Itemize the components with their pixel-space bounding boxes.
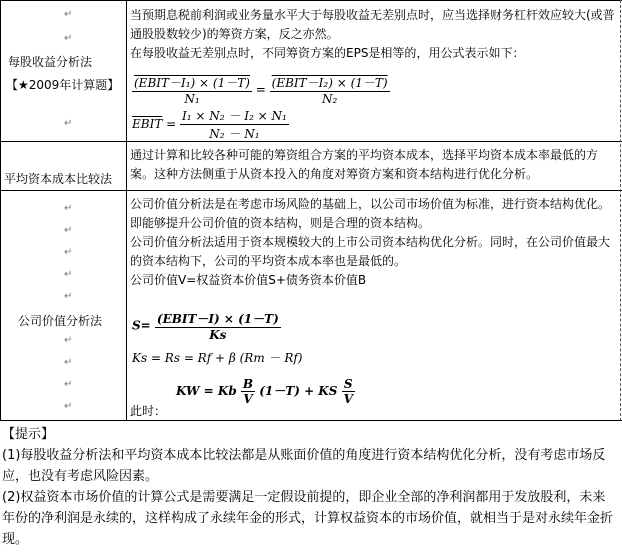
formula-left: EBIT <box>132 117 163 131</box>
formula-numerator: S <box>342 377 355 392</box>
wacc-description <box>130 146 618 184</box>
row-divider <box>0 141 622 142</box>
tip-item: (1)每股收益分析法和平均资本成本比较法都是从账面价值的角度进行资本结构优化分析，没有考虑市场反应，也没有考虑风险因素。 <box>2 448 606 484</box>
capm-formula: Ks = Rs = Rf + β (Rm － Rf) <box>132 351 303 365</box>
paragraph-mark: ↵ <box>64 401 73 412</box>
table-bottom-border <box>0 420 622 421</box>
formula-prefix: 此时： <box>130 404 167 418</box>
firm-value-description <box>130 195 618 290</box>
tips-title: 【提示】 <box>2 427 55 442</box>
paragraph-mark: ↵ <box>64 291 73 302</box>
formula-numerator: B <box>242 377 254 391</box>
exam-tag: 【★2009年计算题】 <box>6 78 120 92</box>
formula-left: S= <box>132 318 151 333</box>
table-left-border <box>0 0 1 421</box>
method-label-wacc: 平均资本成本比较法 <box>4 172 113 186</box>
equals-sign: = <box>166 117 177 131</box>
paragraph-mark: ↵ <box>64 379 73 390</box>
formula-numerator: (EBIT－I) × (1－T) <box>156 312 279 326</box>
table-top-border <box>0 0 622 1</box>
paragraph-mark: ↵ <box>64 335 73 346</box>
formula-denominator: N₂ － N₁ <box>209 127 260 141</box>
row-divider <box>0 190 622 191</box>
method-label-eps: 每股收益分析法 <box>8 55 93 69</box>
paragraph-mark: ↵ <box>64 33 73 44</box>
formula-denominator: V <box>343 392 353 406</box>
formula-numerator: I₁ × N₂ － I₂ × N₁ <box>182 109 287 123</box>
paragraph-mark: ↵ <box>64 9 73 20</box>
tips-section <box>2 424 618 550</box>
tip-item: (2)权益资本市场价值的计算公式是需要满足一定假设前提的，即企业全部的净利润都用于发放股利，未来年份的净利润是永续的，这样构成了永续年金的形式，计算权益资本的市场价值，就相当于是对永续年金折现。 <box>2 490 614 547</box>
formula-left: KW = Kb <box>176 384 237 398</box>
paragraph-mark: ↵ <box>64 118 73 129</box>
equity-value-formula <box>132 310 281 342</box>
paragraph-mark: ↵ <box>64 225 73 236</box>
wacc-formula <box>176 377 355 406</box>
formula-numerator: (EBIT－I₁) × (1－T) <box>134 76 250 90</box>
eps-paragraph: 当预期息税前利润或业务量水平大于每股收益无差别点时，应当选择财务杠杆效应较大(或普通股股数较少)的筹资方案，反之亦然。 <box>130 8 615 41</box>
paragraph-mark: ↵ <box>64 357 73 368</box>
firm-value-paragraph: 公司价值分析法适用于资本规模较大的上市公司资本结构优化分析。同时，在公司价值最大的资本结构下，公司的平均资本成本率也是最低的。 <box>130 235 611 268</box>
formula-denominator: N₂ <box>321 92 338 106</box>
formula-middle: (1－T) + KS <box>259 384 338 398</box>
formula-denominator: N₁ <box>184 92 200 106</box>
eps-equality-formula <box>132 74 390 106</box>
ebit-breakeven-formula <box>132 107 289 142</box>
wacc-paragraph: 通过计算和比较各种可能的筹资组合方案的平均资本成本，选择平均资本成本率最低的方案。这种方法侧重于从资本投入的角度对筹资方案和资本结构进行优化分析。 <box>130 148 599 181</box>
firm-value-paragraph: 公司价值V=权益资本价值S+债务资本价值B <box>130 273 367 287</box>
formula-denominator: V <box>243 392 253 406</box>
eps-paragraph: 在每股收益无差别点时，不同筹资方案的EPS是相等的，用公式表示如下： <box>130 46 525 60</box>
method-label-firm-value: 公司价值分析法 <box>18 314 103 328</box>
paragraph-mark: ↵ <box>64 203 73 214</box>
eps-description <box>130 6 618 63</box>
paragraph-mark: ↵ <box>64 269 73 280</box>
table-right-border <box>620 0 621 421</box>
equals-sign: = <box>255 82 266 97</box>
formula-numerator: (EBIT－I₂) × (1－T) <box>271 76 388 90</box>
firm-value-paragraph: 公司价值分析法是在考虑市场风险的基础上，以公司市场价值为标准，进行资本结构优化。即能够提升公司价值的资本结构，则是合理的资本结构。 <box>130 197 611 230</box>
formula-denominator: Ks <box>209 328 227 342</box>
column-divider <box>126 0 127 421</box>
paragraph-mark: ↵ <box>64 247 73 258</box>
